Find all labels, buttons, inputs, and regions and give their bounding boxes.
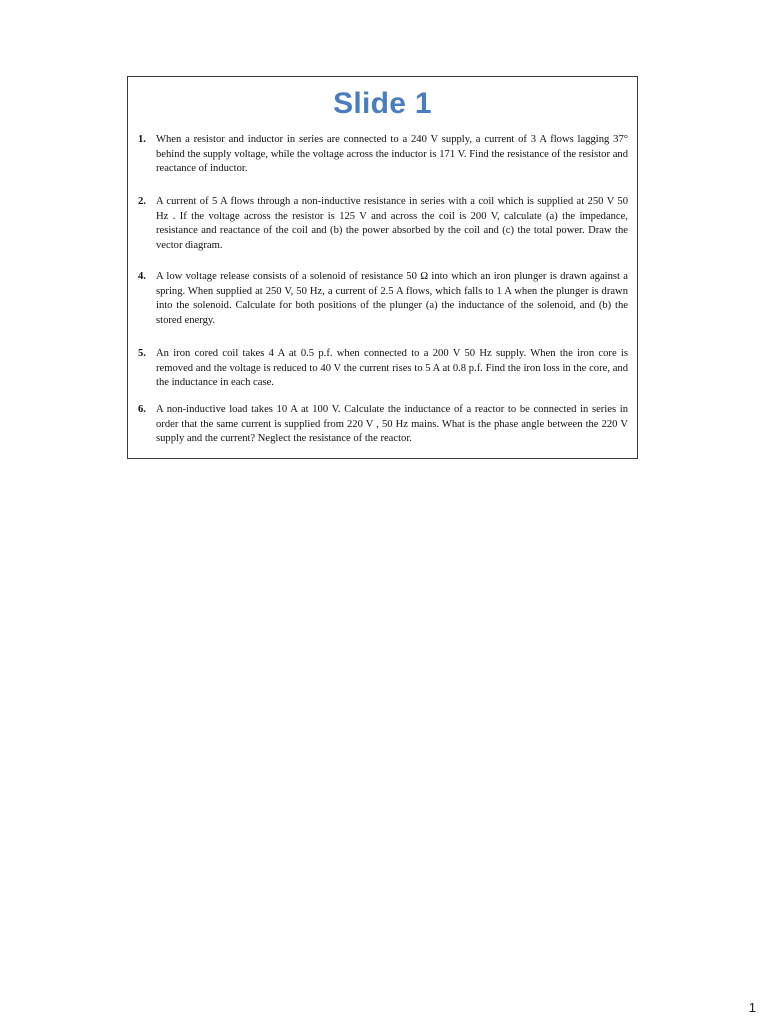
slide-frame: [127, 76, 638, 459]
problem-number: 1.: [138, 134, 146, 145]
problem-text: A current of 5 A flows through a non-inductive resistance in series with a coil which is supplied at 250 V 50 Hz . If the voltage across the resistor is 125 V and across the coil is 200 V, calculate (a) the impedance, resistance and reactance of the coil and (b) the power absorbed by the coil and (c) the total power. Draw the vector diagram.: [156, 196, 628, 251]
problem-text: An iron cored coil takes 4 A at 0.5 p.f. when connected to a 200 V 50 Hz supply. When the iron core is removed and the voltage is reduced to 40 V the current rises to 5 A at 0.8 p.f. Find the iron loss in the core, and the inductance in each case.: [156, 348, 628, 389]
problem-item: [138, 403, 628, 447]
problem-item: [138, 133, 628, 177]
problem-item: [138, 195, 628, 253]
problem-text: When a resistor and inductor in series are connected to a 240 V supply, a current of 3 A flows lagging 37° behind the supply voltage, while the voltage across the inductor is 171 V. Find the resistance of the resistor and reactance of inductor.: [156, 134, 628, 175]
problem-item: [138, 347, 628, 391]
problem-number: 4.: [138, 271, 146, 282]
problem-item: [138, 270, 628, 328]
problem-number: 5.: [138, 348, 146, 359]
problem-text: A low voltage release consists of a solenoid of resistance 50 Ω into which an iron plunger is drawn against a spring. When supplied at 250 V, 50 Hz, a current of 2.5 A flows, which falls to 1 A when the plunger is drawn into the solenoid. Calculate for both positions of the plunger (a) the inductance of the solenoid, and (b) the stored energy.: [156, 271, 628, 326]
problem-text: A non-inductive load takes 10 A at 100 V. Calculate the inductance of a reactor to be connected in series in order that the same current is supplied from 220 V , 50 Hz mains. What is the phase angle between the 220 V supply and the current? Neglect the resistance of the reactor.: [156, 404, 628, 445]
problem-number: 2.: [138, 196, 146, 207]
slide-title: Slide 1: [333, 87, 432, 120]
problem-number: 6.: [138, 404, 146, 415]
page-number: 1: [748, 1000, 756, 1015]
